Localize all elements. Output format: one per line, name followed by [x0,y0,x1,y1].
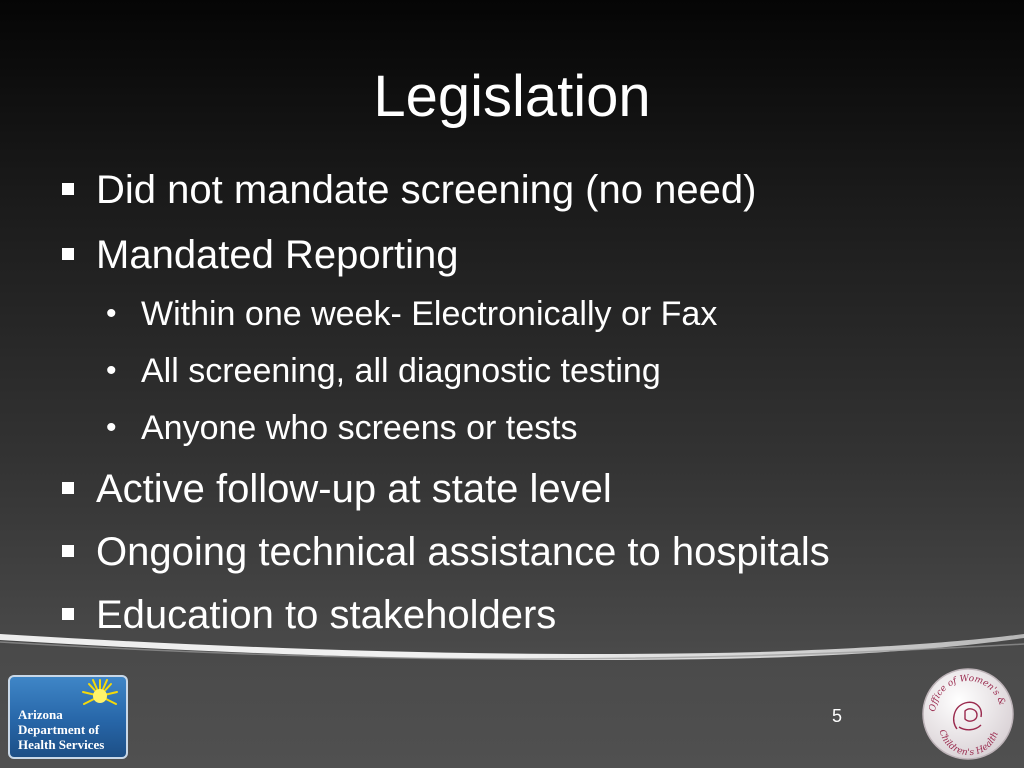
bullet-item [0,522,1000,585]
adhs-logo-line3: Health Services [18,737,105,752]
bullet-text: Did not mandate screening (no need) [96,168,757,212]
bullet-text: Mandated Reporting [96,233,459,277]
sub-bullet-item [0,402,1000,459]
bullet-item [0,160,1000,223]
owch-logo [921,667,1015,761]
dot-bullet-icon: • [106,354,117,387]
square-bullet-icon [62,545,74,557]
bullet-text: Education to stakeholders [96,593,557,637]
adhs-logo [8,675,128,759]
sub-bullet-item [0,345,1000,402]
bullet-text: Active follow-up at state level [96,467,612,511]
slide-title: Legislation [373,64,651,129]
square-bullet-icon [62,608,74,620]
adhs-logo-line1: Arizona [18,707,63,722]
square-bullet-icon [62,183,74,195]
sub-bullet-text: Within one week- Electronically or Fax [141,295,718,333]
dot-bullet-icon: • [106,297,117,330]
square-bullet-icon [62,248,74,260]
svg-text:Children's Health: Children's Health [936,728,1001,759]
svg-text:Office of Women's &: Office of Women's & [927,673,1007,713]
bullet-item [0,459,1000,522]
bullet-list [0,160,1000,648]
page-number: 5 [831,706,842,726]
bullet-item [0,225,1000,288]
sub-bullet-item [0,288,1000,345]
adhs-logo-line2: Department of [18,722,100,737]
sun-icon [80,679,120,713]
square-bullet-icon [62,482,74,494]
bullet-text: Ongoing technical assistance to hospitals [96,530,830,574]
dot-bullet-icon: • [106,411,117,444]
sub-bullet-text: Anyone who screens or tests [141,409,578,447]
sub-bullet-text: All screening, all diagnostic testing [141,352,661,390]
footer-divider-swoosh [0,620,1024,680]
